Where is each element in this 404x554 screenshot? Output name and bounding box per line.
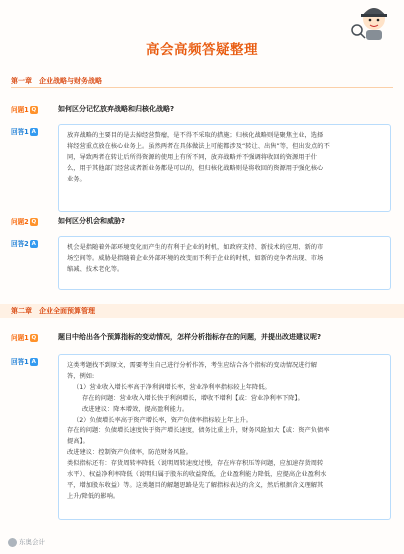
answer-line: （2）负债增长率高于资产增长率，资产负债率指标较上年上升。 xyxy=(73,416,252,424)
answer-tag-label: 回答1 xyxy=(11,128,29,136)
answer-text xyxy=(67,361,382,503)
chapter-heading: 第一章 企业战略与财务战略 xyxy=(11,77,102,85)
question-tag-label: 问题1 xyxy=(11,106,29,114)
answer-line: 改进建议：控制资产负债率，防范财务风险。 xyxy=(67,449,192,457)
logo-icon xyxy=(8,538,17,547)
answer-line: 类似指标还有：存货周转率降低（说明周转速度过慢，存在库存积压等问题，应加速存货周转 xyxy=(67,460,324,468)
answer-tag-label: 回答1 xyxy=(11,358,29,366)
question-tag-label: 问题1 xyxy=(11,334,29,342)
answer-line: 答，例如: xyxy=(67,372,95,380)
question-badge: Q xyxy=(31,219,37,225)
answer-tag xyxy=(11,126,38,138)
answer-line: 上升/降低的影响。 xyxy=(67,492,120,500)
answer-box xyxy=(58,124,391,212)
question-text: 题目中给出各个预算指标的变动情况，怎样分析指标存在的问题，并提出改进建议呢? xyxy=(58,333,322,341)
answer-line: 提高】。 xyxy=(67,438,89,446)
footer-logo xyxy=(8,537,45,547)
answer-box xyxy=(58,354,391,520)
question-text: 如何区分机会和威胁? xyxy=(58,217,126,225)
question-badge: Q xyxy=(31,107,37,113)
chapter-divider xyxy=(11,87,393,88)
answer-line: 业务。 xyxy=(67,175,86,183)
answer-line: 机会是指随着外部环境变化而产生的有利于企业的时机，如政府支持、新技术的应用、新的市 xyxy=(67,244,324,251)
answer-box xyxy=(58,236,391,290)
answer-line: （1）营业收入增长率高于净利润增长率，营业净利率指标较上年降低。 xyxy=(73,383,271,391)
question-tag xyxy=(11,104,38,116)
answer-line: 同，导致两者在转让后所得资源的使用上有所不同，放弃战略并不强调将收回的资源用于什 xyxy=(67,153,317,161)
mascot-icon xyxy=(348,2,394,42)
answer-line: 缩减、技术老化等。 xyxy=(67,265,124,273)
question-text: 如何区分记忆放弃战略和归核化战略? xyxy=(58,105,175,113)
answer-text xyxy=(67,243,382,276)
logo-text: 东奥会计 xyxy=(19,538,45,546)
answer-tag xyxy=(11,356,38,368)
answer-line: 将经营重点放在核心业务上。虽然两者在具体做法上可能都涉及“转让、出售”等，但出发点的不 xyxy=(67,142,330,150)
answer-badge: A xyxy=(31,129,36,135)
answer-line: 这类考题找不到原文，需要考生自己进行分析作答，考生应结合各个指标的变动情况进行解 xyxy=(67,362,317,369)
question-tag xyxy=(11,216,38,228)
answer-line: 水平）、权益净利率降低（说明归属于股东的收益降低，企业盈利能力降低，应提高企业盈利水 xyxy=(67,471,327,479)
answer-tag xyxy=(11,238,38,250)
answer-line: 平，增加股东收益）等。这类题目的解题思路是先了解指标表达的含义，然后根据含义理解其 xyxy=(67,481,324,489)
chapter-heading: 第二章 企业全面预算管理 xyxy=(11,307,95,315)
answer-line: 改进建议：降本增效，提高盈利能力。 xyxy=(82,405,189,413)
page-title: 高会高频答疑整理 xyxy=(146,42,258,58)
answer-line: 么，用于其他部门经营或者新业务都是可以的，但归核化战略则是将收回的资源用于强化核心 xyxy=(67,164,324,172)
answer-line: 存在的问题：负债增长速度快于资产增长速度，债务比重上升，财务风险加大【或：资产负债率 xyxy=(67,427,330,435)
answer-text xyxy=(67,131,382,186)
answer-badge: A xyxy=(31,359,36,365)
question-tag xyxy=(11,332,38,344)
answer-line: 放弃战略的主要目的是去掉经营赘瘤，是不得不采取的措施；归核化战略则是聚焦主业，选择 xyxy=(67,132,324,139)
answer-tag-label: 回答2 xyxy=(11,240,29,248)
question-badge: Q xyxy=(31,335,37,341)
answer-badge: A xyxy=(31,241,36,247)
answer-line: 场空间等。威胁是指随着企业外部环境的改变而不利于企业的时机，如新的竞争者出现、市场 xyxy=(67,254,324,262)
question-tag-label: 问题2 xyxy=(11,218,29,226)
answer-line: 存在的问题：营业收入增长快于利润增长，增收不增利【或：营业净利率下降】。 xyxy=(82,394,304,402)
